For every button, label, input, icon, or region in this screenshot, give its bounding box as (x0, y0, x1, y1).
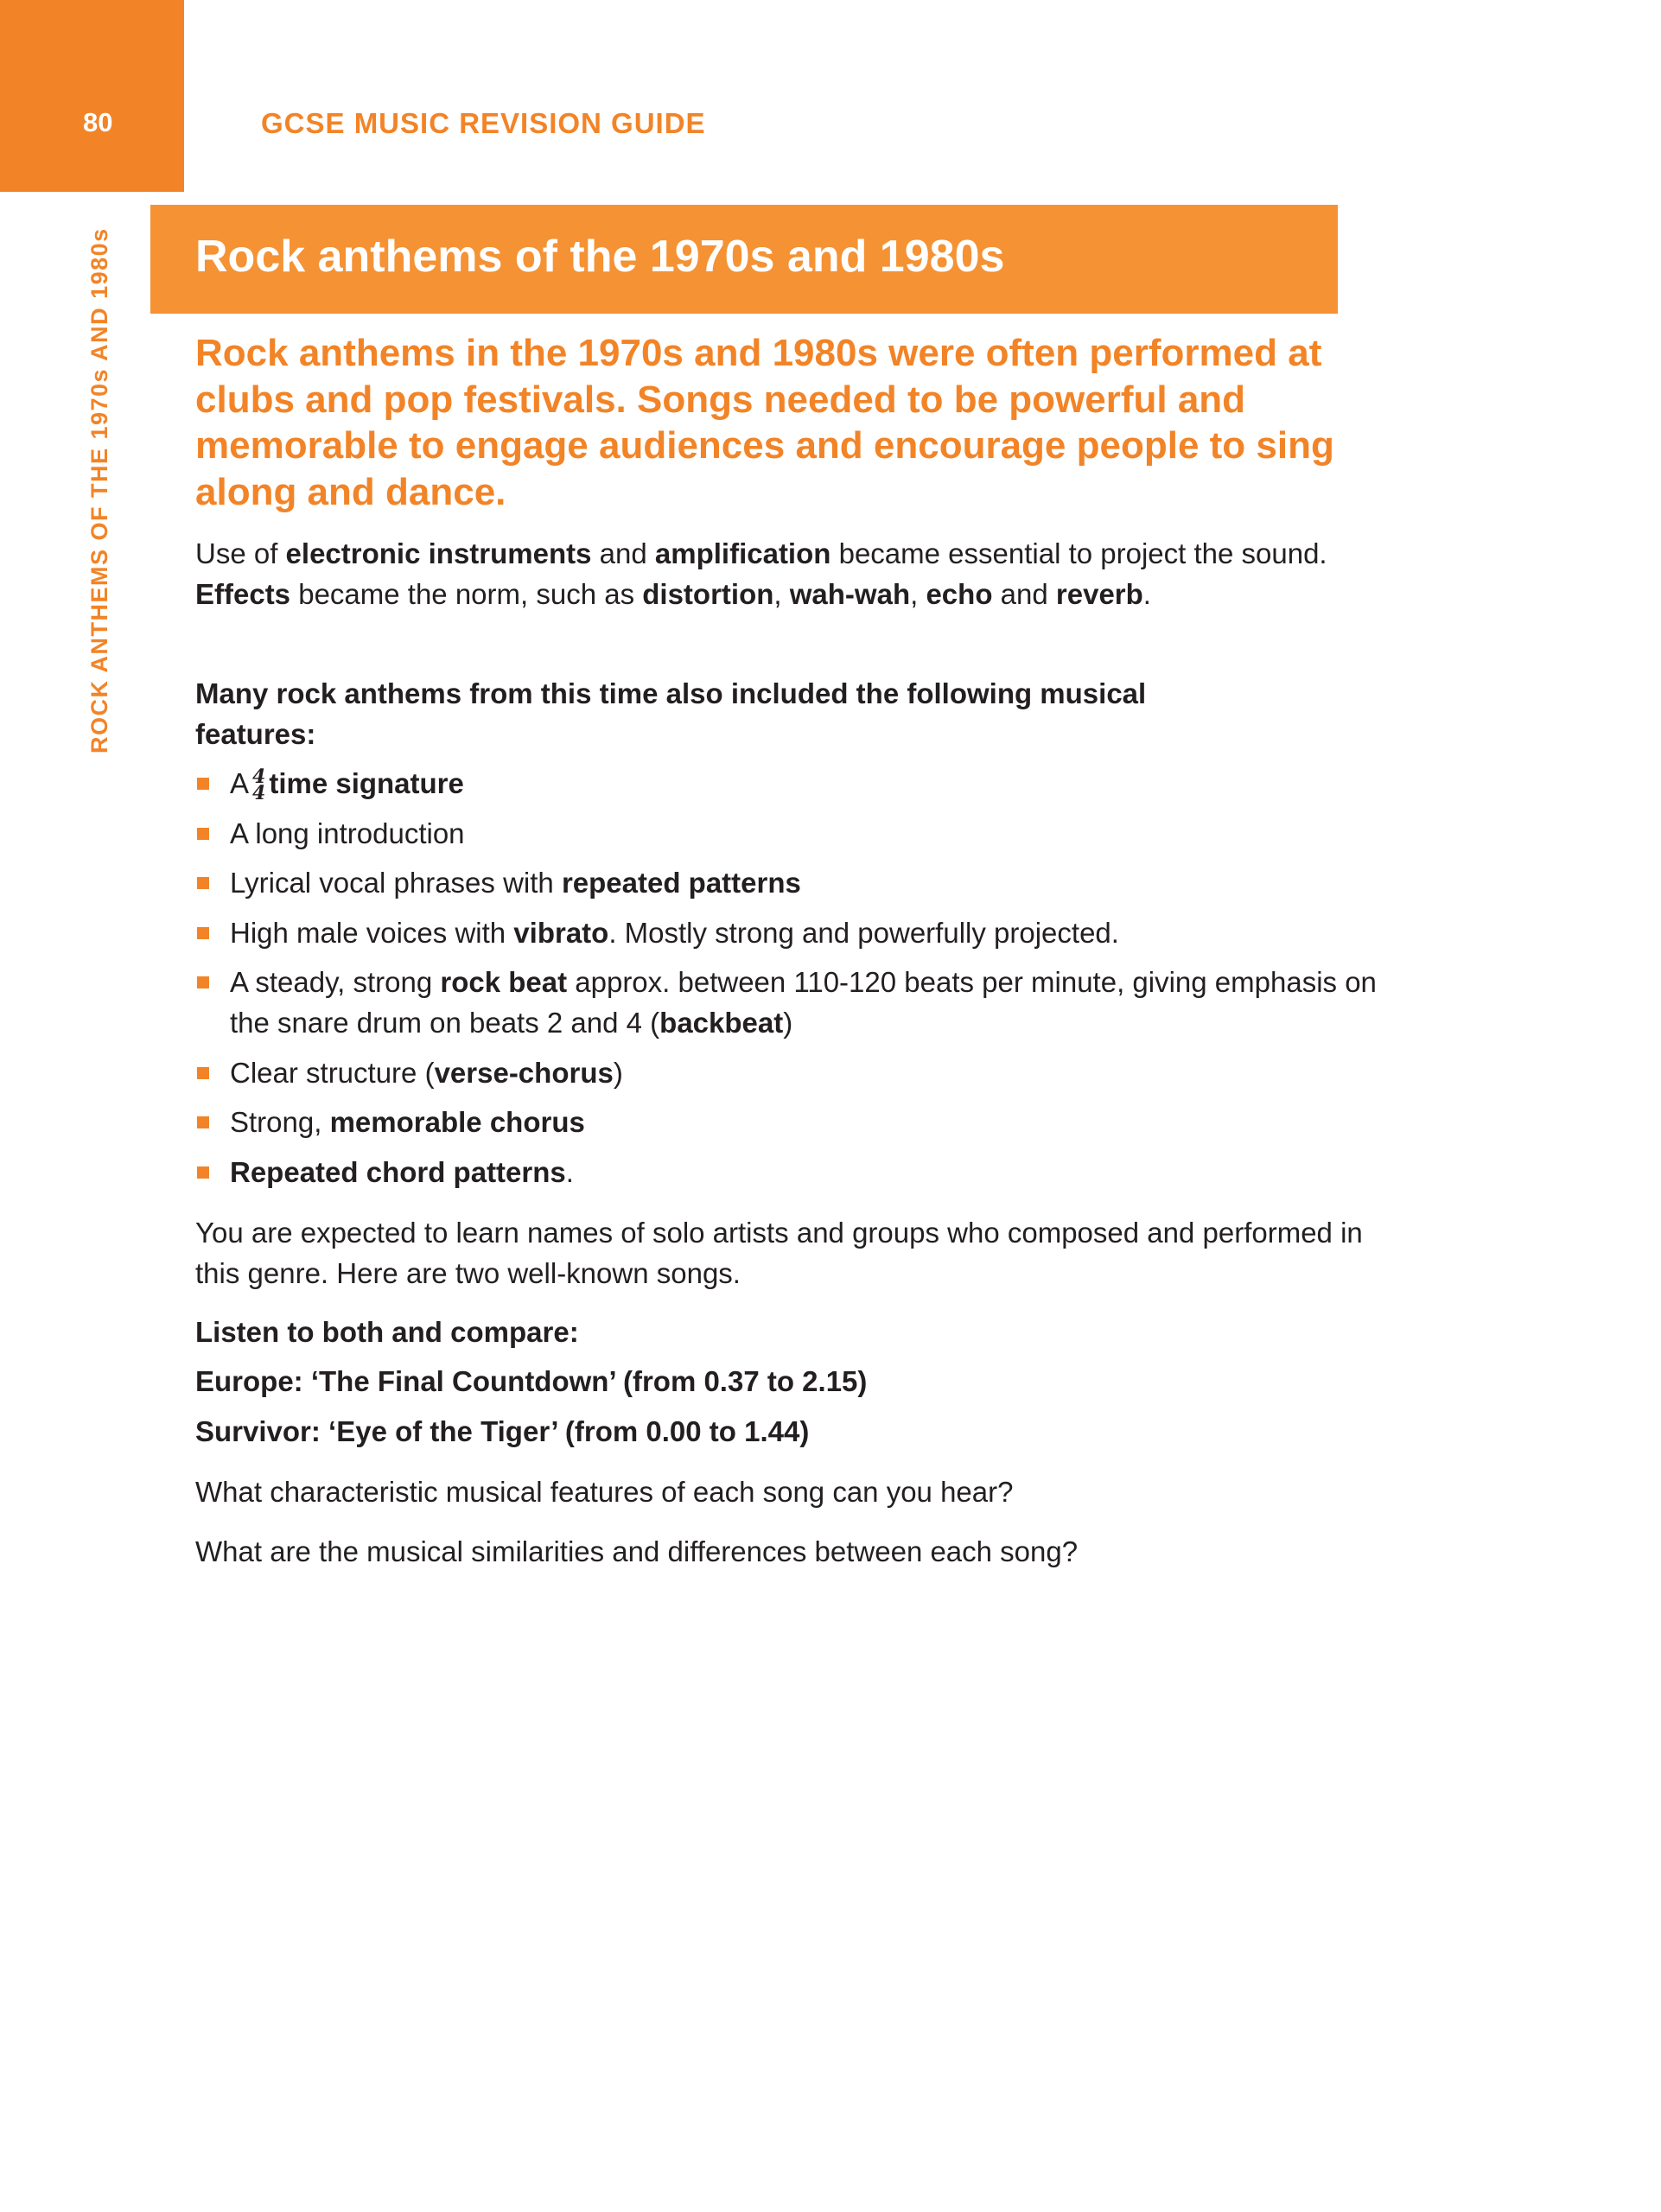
text-run: and (992, 578, 1056, 610)
question-features: What characteristic musical features of each song can you hear? (195, 1476, 1014, 1508)
song-europe: Europe: ‘The Final Countdown’ (from 0.37 to 2.15) (195, 1365, 868, 1397)
text-run: , (773, 578, 790, 610)
text-run: . (565, 1155, 574, 1188)
list-item (195, 962, 1388, 1043)
time-signature-bottom: 4 (252, 782, 266, 805)
bold-term: vibrato (513, 916, 609, 949)
text-run: Lyrical vocal phrases with (230, 867, 562, 899)
bold-term: memorable chorus (329, 1106, 585, 1138)
text-run: . Mostly strong and powerfully projected. (608, 916, 1119, 949)
paragraph-effects (195, 533, 1388, 614)
bold-term: reverb (1055, 578, 1143, 610)
list-item (195, 1102, 1388, 1142)
text-run: High male voices with (230, 916, 514, 949)
text-run: ) (613, 1056, 623, 1089)
page-number: 80 (83, 107, 113, 137)
bold-term: Effects (195, 578, 291, 610)
bold-term: wah-wah (789, 578, 911, 610)
list-item (195, 912, 1388, 953)
bullet-square-icon (197, 976, 209, 988)
time-signature-top: 4 (252, 766, 266, 789)
list-item (195, 862, 1388, 903)
time-signature-icon (252, 766, 266, 805)
text-run: ) (783, 1007, 793, 1039)
text-run: approx. between 110-120 beats per minute, giving emphasis on the snare drum on beats 2 and 4 ( (230, 966, 1377, 1039)
bullet-square-icon (197, 1116, 209, 1128)
bullet-square-icon (197, 828, 209, 840)
bullet-square-icon (197, 877, 209, 889)
list-item (195, 1052, 1388, 1093)
paragraph-features-intro (195, 673, 1198, 754)
title-banner (150, 205, 1338, 314)
bullet-square-icon (197, 1166, 209, 1179)
text-run: Strong, (230, 1106, 330, 1138)
text-run: A long introduction (230, 817, 465, 849)
text-run: and (591, 537, 655, 569)
bullet-square-icon (197, 927, 209, 939)
paragraph-learn: You are expected to learn names of solo artists and groups who composed and performed in this genre. Here are two well-known songs. (195, 1217, 1363, 1289)
page-corner-block (0, 0, 184, 192)
page-title: Rock anthems of the 1970s and 1980s (195, 232, 1005, 282)
text-run: Use of (195, 537, 286, 569)
bold-term: time signature (269, 767, 464, 799)
text-run: , (910, 578, 926, 610)
text-run: A steady, strong (230, 966, 441, 998)
bold-term: repeated patterns (561, 867, 801, 899)
list-item (195, 763, 1388, 804)
bold-term: electronic instruments (285, 537, 592, 569)
bold-term: backbeat (659, 1007, 784, 1039)
bullet-square-icon (197, 778, 209, 790)
song-survivor: Survivor: ‘Eye of the Tiger’ (from 0.00 to 1.44) (195, 1415, 810, 1447)
guide-title: GCSE MUSIC REVISION GUIDE (261, 107, 706, 139)
text-run: became the norm, such as (290, 578, 643, 610)
text-run: became essential to project the sound. (830, 537, 1327, 569)
text-run: Many rock anthems from this time also included the following musical features: (195, 677, 1147, 750)
bold-term: Repeated chord patterns (230, 1155, 566, 1188)
bullet-square-icon (197, 1067, 209, 1079)
text-run: A (230, 767, 250, 799)
bold-term: amplification (654, 537, 831, 569)
question-similarities: What are the musical similarities and differences between each song? (195, 1535, 1079, 1567)
side-section-label: ROCK ANTHEMS OF THE 1970s AND 1980s (86, 227, 112, 753)
bold-term: distortion (642, 578, 774, 610)
bold-term: echo (926, 578, 993, 610)
listen-heading: Listen to both and compare: (195, 1316, 579, 1348)
bold-term: verse-chorus (434, 1056, 614, 1089)
list-item (195, 813, 1388, 854)
features-list (195, 763, 1388, 1201)
bold-term: rock beat (440, 966, 568, 998)
intro-text: Rock anthems in the 1970s and 1980s were often performed at clubs and pop festivals. Songs needed to be powerful and memorable to engage audiences and encourage people to sing along and dance. (195, 332, 1334, 513)
list-item (195, 1152, 1388, 1192)
text-run: Clear structure ( (230, 1056, 435, 1089)
text-run: . (1142, 578, 1151, 610)
